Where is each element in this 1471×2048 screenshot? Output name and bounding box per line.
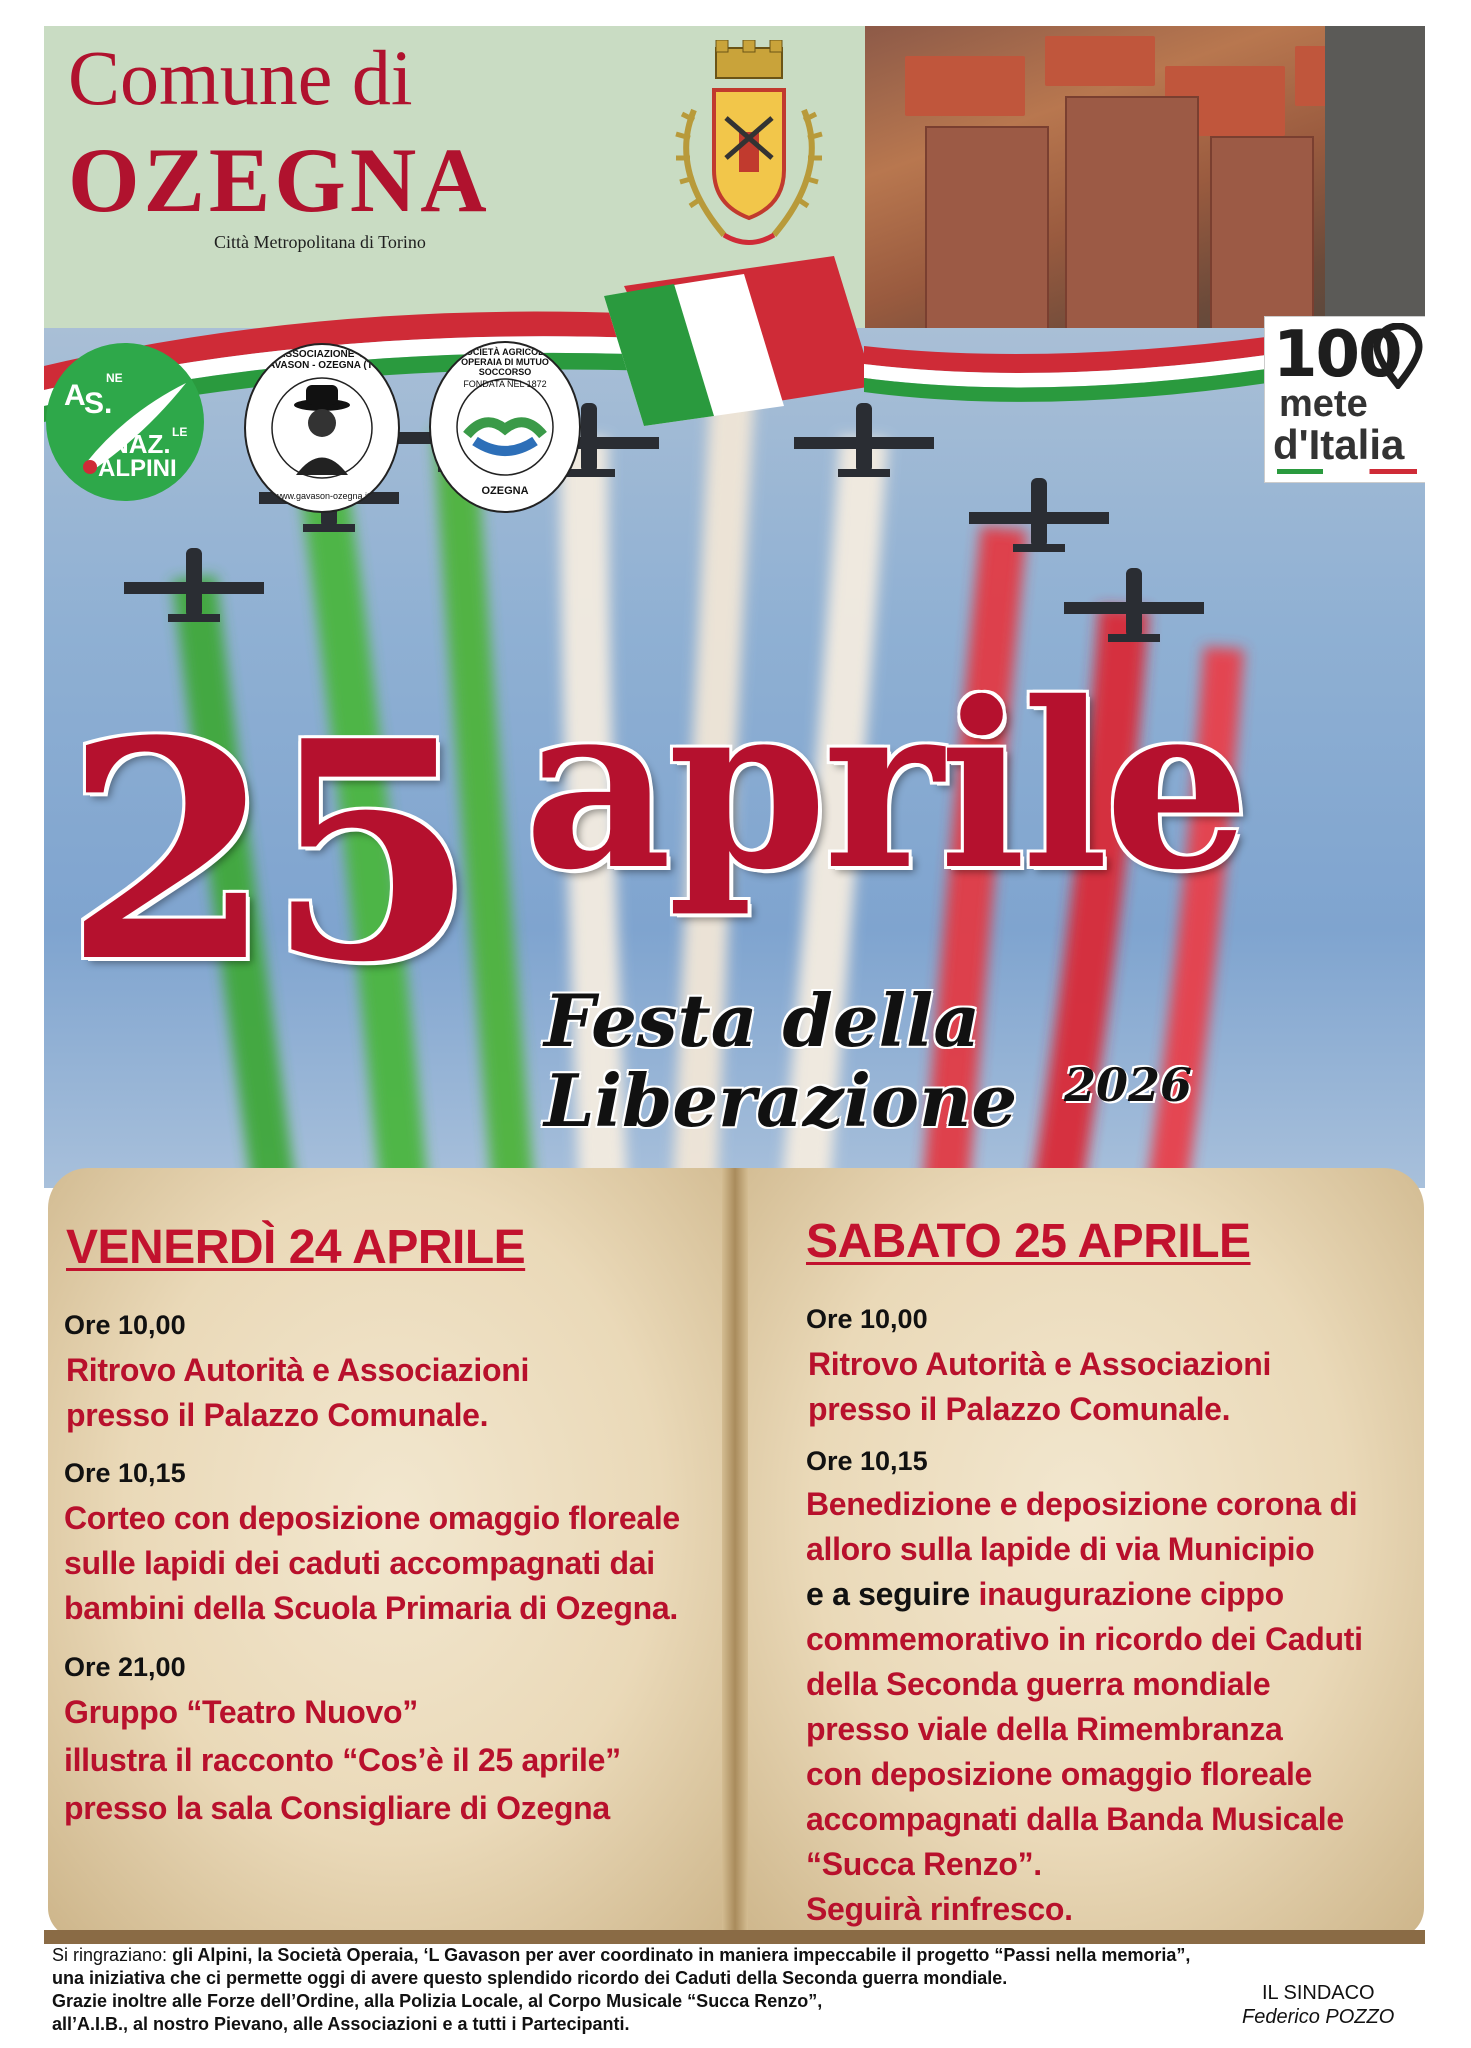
ana-text-a: A — [64, 379, 86, 412]
ana-text-naz: NAZ. — [110, 429, 171, 459]
acknowledgements — [52, 1944, 1395, 2036]
societa-town-text: OZEGNA — [481, 485, 529, 497]
societa-founded-text: FONDATA NEL 1872 — [463, 379, 547, 389]
friday-e1-time: Ore 10,00 — [64, 1310, 186, 1340]
ack-line3: Grazie inoltre alle Forze dell’Ordine, alla Polizia Locale, al Corpo Musicale “Succa Renzo”, — [52, 1991, 823, 2011]
saturday-e2-line4: commemorativo in ricordo dei Caduti — [806, 1621, 1363, 1657]
friday-e1-line1: Ritrovo Autorità e Associazioni — [66, 1352, 530, 1388]
saturday-e2-time: Ore 10,15 — [806, 1446, 928, 1476]
ack-prefix: Si ringraziano: — [52, 1945, 168, 1965]
ack-line4: all’A.I.B., al nostro Pievano, alle Associazioni e a tutti i Partecipanti. — [52, 2014, 630, 2034]
saturday-e2-line2: alloro sulla lapide di via Municipio — [806, 1531, 1315, 1567]
friday-e3-time: Ore 21,00 — [64, 1652, 186, 1682]
book-base — [44, 1930, 1425, 1944]
friday-e3-line2: illustra il racconto “Cos’è il 25 aprile” — [64, 1742, 621, 1778]
poster — [44, 26, 1425, 1944]
societa-operaia-logo — [429, 341, 581, 513]
ana-alpini-logo — [46, 343, 204, 501]
ana-text-le: LE — [172, 425, 188, 439]
mete-word: mete — [1279, 383, 1368, 425]
ack-line1-text: gli Alpini, la Società Operaia, ‘L Gavason per aver coordinato in maniera impeccabile il progetto “Passi nella memoria”, — [172, 1945, 1191, 1965]
metro-subtitle: Città Metropolitana di Torino — [214, 232, 426, 252]
hero-month: aprile — [524, 652, 1246, 920]
friday-e2-line3: bambini della Scuola Primaria di Ozegna. — [64, 1590, 678, 1626]
open-book — [44, 1138, 1425, 1944]
friday-e3-line3: presso la sala Consigliare di Ozegna — [64, 1790, 610, 1826]
ana-text-ne: NE — [106, 371, 123, 385]
friday-title: VENERDÌ 24 APRILE — [66, 1221, 526, 1274]
gavason-website: www.gavason-ozegna.it — [274, 491, 370, 501]
comune-title: Comune di — [68, 34, 413, 121]
festa-liberazione: Festa della Liberazione — [544, 978, 1018, 1143]
friday-e2-line1: Corteo con deposizione omaggio floreale — [64, 1500, 680, 1536]
friday-e1-line2: presso il Palazzo Comunale. — [66, 1397, 489, 1433]
ack-line1 — [52, 1944, 1392, 1967]
saturday-e2-line6: presso viale della Rimembranza — [806, 1711, 1283, 1747]
friday-e2-time: Ore 10,15 — [64, 1458, 186, 1488]
saturday-title: SABATO 25 APRILE — [806, 1215, 1251, 1268]
map-pin-icon — [1373, 323, 1423, 389]
badge-flag-stripe — [1277, 469, 1417, 474]
saturday-e2-line3 — [806, 1572, 1284, 1617]
town-name: OZEGNA — [68, 129, 491, 231]
saturday-e2-line3-red: inaugurazione cippo — [978, 1576, 1284, 1612]
saturday-e2-line9: “Succa Renzo”. — [806, 1846, 1042, 1882]
saturday-e2-line1: Benedizione e deposizione corona di — [806, 1486, 1358, 1522]
societa-ring-text: SOCIETÀ AGRICOLA OPERAIA DI MUTUO SOCCORSO — [459, 347, 551, 377]
hero-day: 25 — [64, 675, 470, 1028]
mete-number: 100 — [1273, 318, 1401, 392]
saturday-e2-line8: accompagnati dalla Banda Musicale — [806, 1801, 1344, 1837]
saturday-e2-line10: Seguirà rinfresco. — [806, 1891, 1073, 1927]
saturday-e2-line5: della Seconda guerra mondiale — [806, 1666, 1271, 1702]
book-spine — [722, 1168, 748, 1938]
festa-year: 2026 — [1064, 1058, 1193, 1112]
saturday-e2-line7: con deposizione omaggio floreale — [806, 1756, 1313, 1792]
coat-of-arms-icon — [654, 40, 844, 270]
saturday-e1-line1: Ritrovo Autorità e Associazioni — [808, 1346, 1272, 1382]
gavason-logo — [244, 343, 400, 513]
saturday-e1-line2: presso il Palazzo Comunale. — [808, 1391, 1231, 1427]
mayor-label: IL SINDACO — [1262, 1982, 1375, 2004]
friday-e2-line2: sulle lapidi dei caduti accompagnati dai — [64, 1545, 655, 1581]
mete-country: d'Italia — [1273, 421, 1405, 468]
ack-line2: una iniziativa che ci permette oggi di avere questo splendido ricordo dei Caduti della Seconda guerra mondiale. — [52, 1968, 1008, 1988]
association-logos — [44, 331, 1425, 521]
gavason-ring-text: ASSOCIAZIONE 'L GAVASON - OZEGNA (TO) — [260, 349, 384, 371]
ana-text-s: S. — [84, 387, 113, 420]
saturday-e1-time: Ore 10,00 — [806, 1304, 928, 1334]
saturday-e2-line3-black: e a seguire — [806, 1576, 970, 1612]
ana-text-alpini: ALPINI — [98, 455, 177, 482]
mayor-name: Federico POZZO — [1242, 2006, 1395, 2028]
100-mete-italia-badge — [1264, 316, 1425, 483]
friday-e3-line1: Gruppo “Teatro Nuovo” — [64, 1694, 418, 1730]
